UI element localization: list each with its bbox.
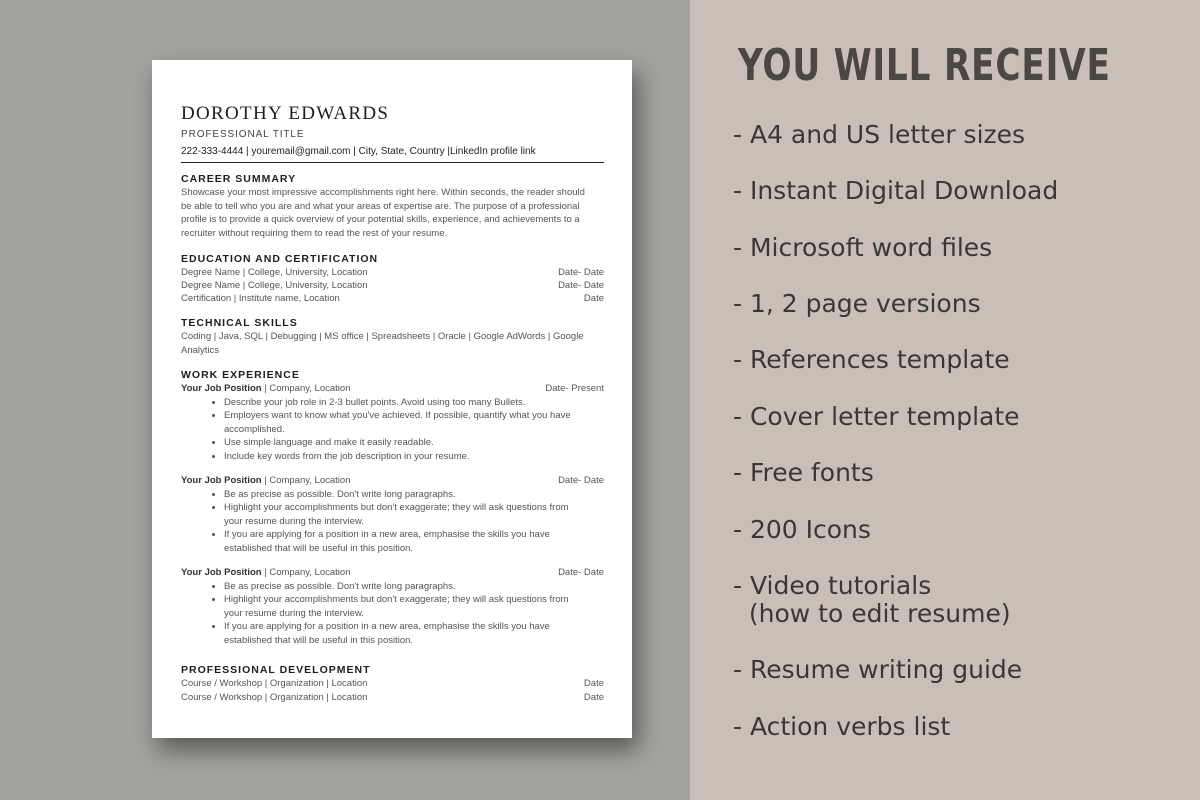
section-title: PROFESSIONAL DEVELOPMENT: [181, 664, 371, 676]
feature-line: - 200 Icons: [733, 515, 871, 544]
education-date: Date- Date: [558, 280, 604, 291]
development-section: [181, 664, 604, 704]
job-company: Company, Location: [269, 567, 351, 578]
job-header: [181, 474, 604, 488]
job-bullet: [224, 409, 604, 436]
job-header: [181, 382, 604, 396]
bullet-line: • Use simple language and make it easily readable.: [224, 437, 434, 448]
feature-item: [733, 121, 1025, 149]
job-date: Date- Date: [558, 475, 604, 486]
feature-line: - Action verbs list: [733, 712, 951, 741]
education-rows: [181, 266, 604, 305]
bullet-line: • Highlight your accomplishments but don't exaggerate; they will ask questions from: [224, 502, 569, 513]
education-row: [181, 266, 604, 279]
job-bullet: [224, 528, 604, 555]
development-rows: [181, 677, 604, 704]
education-row: [181, 279, 604, 292]
education-date: Date- Date: [558, 267, 604, 278]
summary-line: Showcase your most impressive accomplishments right here. Within seconds, the reader should: [181, 187, 585, 198]
skills-line: Coding | Java, SQL | Debugging | MS office | Spreadsheets | Oracle | Google AdWords | Google: [181, 331, 584, 342]
feature-line: - Free fonts: [733, 458, 874, 487]
feature-line: - Resume writing guide: [733, 655, 1023, 684]
job-bullet: [224, 436, 604, 450]
feature-line: - A4 and US letter sizes: [733, 120, 1026, 149]
job-bullet: [224, 580, 604, 594]
feature-line: (how to edit resume): [733, 599, 1011, 628]
resume-page: [152, 60, 632, 738]
skills-text: [181, 330, 604, 357]
job-date: Date- Present: [545, 383, 604, 394]
development-row: [181, 677, 604, 691]
bullet-line: • Describe your job role in 2-3 bullet points. Avoid using too many Bullets.: [224, 396, 526, 408]
resume-name: DOROTHY EDWARDS: [181, 103, 390, 124]
bullet-line: • If you are applying for a position in a new area, emphasise the skills you have: [224, 529, 550, 540]
section-title: EDUCATION AND CERTIFICATION: [181, 253, 379, 265]
feature-item: [733, 516, 871, 544]
summary-line: profile is to provide a quick overview of your potential skills, experience, and achievements to a: [181, 214, 580, 225]
job-separator: |: [261, 383, 270, 394]
job-bullet: [224, 450, 604, 464]
bullet-line: • Be as precise as possible. Don't write long paragraphs.: [224, 488, 456, 500]
development-date: Date: [583, 678, 604, 689]
job-bullets: [224, 580, 604, 648]
header-divider: [181, 162, 604, 163]
education-row: [181, 292, 604, 305]
job-bullets: [224, 396, 604, 464]
job-bullet: [224, 593, 604, 620]
job-position: Your Job Position: [181, 383, 262, 394]
bullet-line: your resume during the interview.: [224, 607, 364, 619]
career-summary-text: [181, 186, 604, 240]
feature-item: [733, 346, 1010, 374]
feature-item: [733, 234, 992, 262]
development-detail: Course / Workshop | Organization | Location: [181, 691, 368, 703]
career-summary-section: [181, 173, 604, 240]
education-detail: Certification | Institute name, Location: [181, 293, 340, 304]
job-header: [181, 566, 604, 580]
job-bullet: [224, 396, 604, 410]
skills-line: Analytics: [181, 344, 220, 356]
job-title-line: [181, 474, 350, 488]
feature-item: [733, 459, 874, 487]
summary-line: recruiter without requiring them to read the rest of your resume.: [181, 227, 448, 239]
feature-item: [733, 177, 1058, 205]
bullet-line: your resume during the interview.: [224, 515, 364, 527]
job-company: Company, Location: [269, 475, 351, 486]
feature-item: [733, 572, 1011, 628]
bullet-line: established that will be useful in this position.: [224, 634, 414, 646]
feature-line: - Video tutorials: [733, 571, 932, 600]
skills-section: [181, 317, 604, 357]
experience-section: [181, 369, 604, 647]
job-date: Date- Date: [558, 567, 604, 578]
job-bullet: [224, 501, 604, 528]
summary-line: be able to tell who you are and what your areas of expertise are. The purpose of a professional: [181, 200, 580, 212]
feature-line: - 1, 2 page versions: [733, 289, 981, 318]
job-entry: [181, 566, 604, 647]
feature-line: - Cover letter template: [733, 402, 1020, 431]
feature-line: - References template: [733, 345, 1010, 374]
education-section: [181, 253, 604, 305]
section-title: TECHNICAL SKILLS: [181, 317, 298, 329]
bullet-line: • Be as precise as possible. Don't write long paragraphs.: [224, 580, 456, 592]
job-title-line: [181, 566, 350, 580]
job-separator: |: [261, 475, 270, 486]
promo-heading: YOU WILL RECEIVE: [738, 40, 1111, 91]
resume-contact-line: 222-333-4444 | youremail@gmail.com | City, State, Country |LinkedIn profile link: [181, 146, 536, 157]
development-date: Date: [583, 691, 604, 703]
job-bullet: [224, 488, 604, 502]
bullet-line: • Employers want to know what you've achieved. If possible, quantify what you have: [224, 410, 571, 421]
feature-item: [733, 403, 1020, 431]
job-entry: [181, 474, 604, 555]
job-separator: |: [261, 567, 270, 578]
feature-line: - Microsoft word files: [733, 233, 993, 262]
education-detail: Degree Name | College, University, Location: [181, 267, 368, 278]
bullet-line: • Include key words from the job description in your resume.: [224, 450, 470, 462]
bullet-line: accomplished.: [224, 423, 285, 435]
job-position: Your Job Position: [181, 475, 262, 486]
job-entry: [181, 382, 604, 463]
education-detail: Degree Name | College, University, Location: [181, 280, 368, 291]
feature-item: [733, 656, 1022, 684]
section-title: WORK EXPERIENCE: [181, 369, 300, 381]
feature-line: - Instant Digital Download: [733, 176, 1059, 205]
bullet-line: • If you are applying for a position in a new area, emphasise the skills you have: [224, 621, 550, 632]
job-bullet: [224, 620, 604, 647]
job-position: Your Job Position: [181, 567, 262, 578]
education-date: Date: [583, 293, 604, 304]
job-bullets: [224, 488, 604, 556]
job-list: [181, 382, 604, 647]
development-detail: Course / Workshop | Organization | Location: [181, 678, 368, 689]
development-row: [181, 691, 604, 705]
job-title-line: [181, 382, 350, 396]
resume-professional-title: PROFESSIONAL TITLE: [181, 129, 305, 140]
feature-item: [733, 713, 950, 741]
feature-item: [733, 290, 981, 318]
bullet-line: • Highlight your accomplishments but don't exaggerate; they will ask questions from: [224, 594, 569, 605]
section-title: CAREER SUMMARY: [181, 173, 297, 185]
job-company: Company, Location: [269, 383, 351, 394]
bullet-line: established that will be useful in this position.: [224, 542, 414, 554]
